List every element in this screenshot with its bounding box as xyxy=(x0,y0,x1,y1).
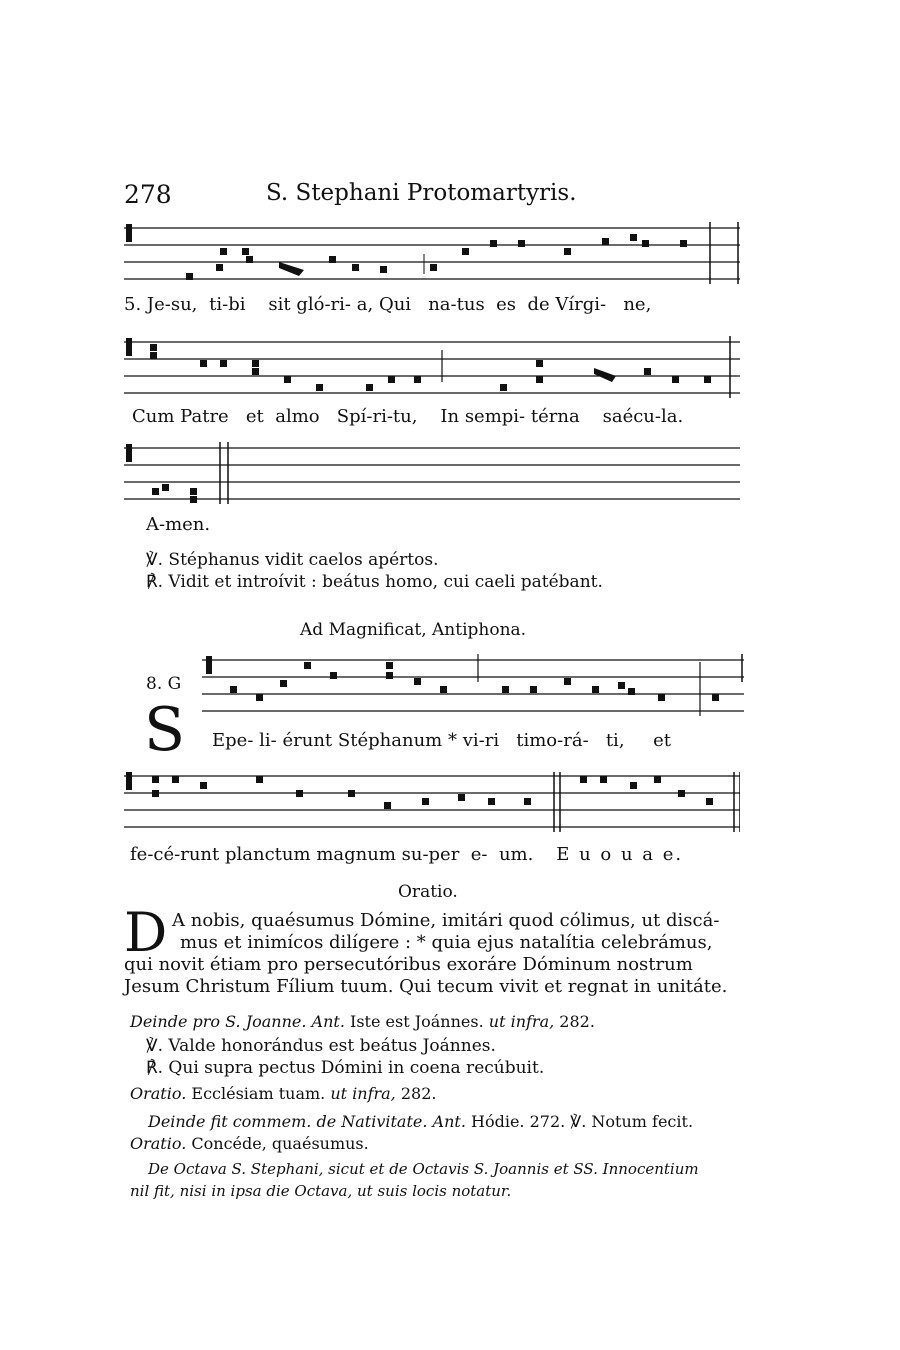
oratio-concede: Oratio. Concéde, quaésumus. xyxy=(130,1134,369,1153)
antiphon-initial: S xyxy=(144,695,186,765)
versicle-2: ℣. Valde honorándus est beátus Joánnes. xyxy=(146,1036,496,1056)
page-title: S. Stephani Protomartyris. xyxy=(266,180,577,206)
chant-staff-4 xyxy=(202,652,744,720)
oratio-initial: D xyxy=(124,901,168,964)
oratio-heading: Oratio. xyxy=(398,882,458,902)
mode-label: 8. G xyxy=(146,674,182,694)
response-1: ℟. Vidit et introívit : beátus homo, cui caeli patébant. xyxy=(146,572,603,592)
oratio-line-1: A nobis, quaésumus Dómine, imitári quod cólimus, ut discá- xyxy=(172,910,720,931)
neumes-5 xyxy=(126,772,713,809)
rubric-joanne: Deinde pro S. Joanne. Ant. Iste est Joánnes. ut infra, 282. xyxy=(130,1012,595,1031)
lyric-line-1: 5. Je-su, ti-bi sit gló-ri- a, Qui na-tus es de Vírgi- ne, xyxy=(124,294,652,315)
final-rubric-2: nil fit, nisi in ipsa die Octava, ut suis locis notatur. xyxy=(130,1182,512,1200)
versicle-1: ℣. Stéphanus vidit caelos apértos. xyxy=(146,550,439,570)
antiphon-lyric-2: fe-cé-runt planctum magnum su-per e- um. E u o u a e. xyxy=(130,844,684,865)
response-2: ℟. Qui supra pectus Dómini in coena recúbuit. xyxy=(146,1058,545,1078)
lyric-line-3: A-men. xyxy=(146,514,211,535)
lyric-line-2: Cum Patre et almo Spí-ri-tu, In sempi- térna saécu-la. xyxy=(132,406,684,427)
antiphon-lyric-1: Epe- li- érunt Stéphanum * vi-ri timo-rá- ti, et xyxy=(212,730,672,751)
chant-staff-2 xyxy=(124,330,740,404)
neumes-3 xyxy=(126,444,197,503)
rubric-nativitate: Deinde fit commem. de Nativitate. Ant. Hódie. 272. ℣. Notum fecit. xyxy=(148,1112,694,1131)
final-rubric-1: De Octava S. Stephani, sicut et de Octavis S. Joannis et SS. Innocentium xyxy=(148,1160,699,1178)
chant-staff-5 xyxy=(124,770,740,836)
oratio-line-3: qui novit étiam pro persecutóribus exoráre Dóminum nostrum xyxy=(124,954,693,975)
oratio-line-2: mus et inimícos dilígere : * quia ejus natalítia celebrámus, xyxy=(180,932,713,953)
neumes-2 xyxy=(126,338,711,391)
chant-staff-3 xyxy=(124,440,740,510)
page-number: 278 xyxy=(124,180,172,209)
chant-staff-1 xyxy=(124,218,740,290)
oratio-ecclesiam: Oratio. Ecclésiam tuam. ut infra, 282. xyxy=(130,1084,437,1103)
oratio-line-4: Jesum Christum Fílium tuum. Qui tecum vivit et regnat in unitáte. xyxy=(124,976,728,997)
neumes-1 xyxy=(126,224,687,280)
antiphon-heading: Ad Magnificat, Antiphona. xyxy=(300,620,527,640)
